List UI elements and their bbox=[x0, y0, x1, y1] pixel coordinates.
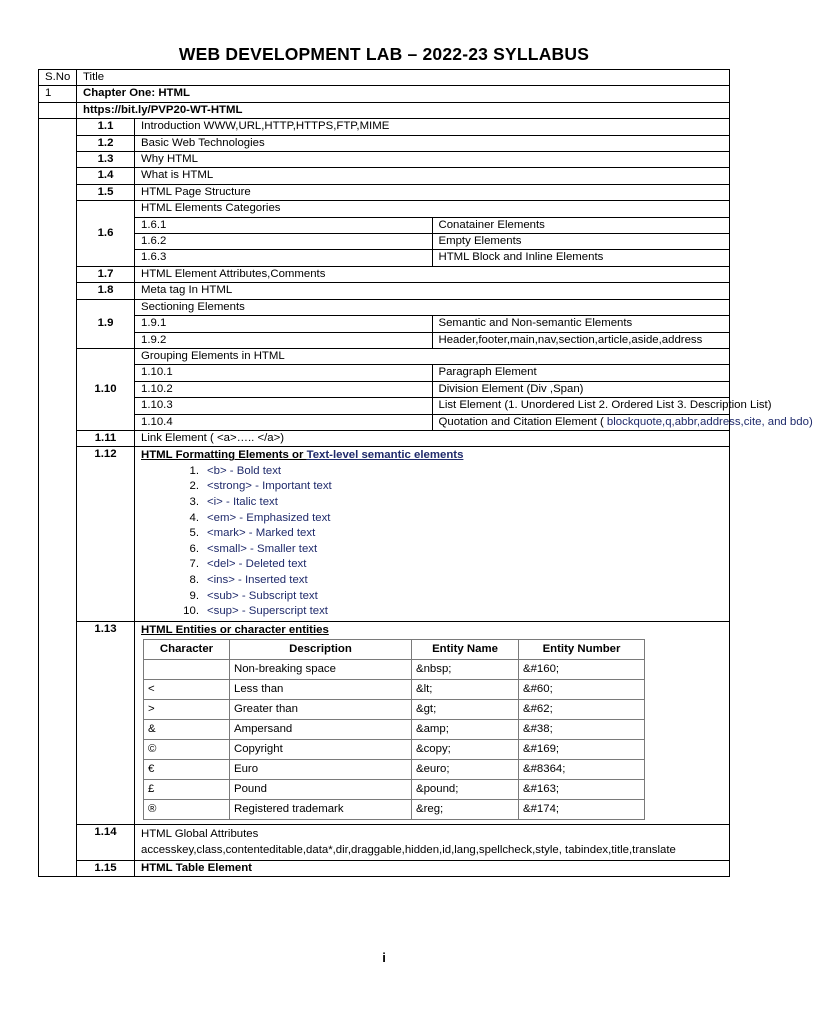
sub-heading: Sectioning Elements bbox=[135, 300, 729, 316]
sub-title: Paragraph Element bbox=[432, 365, 729, 381]
global-attributes-list: accesskey,class,contenteditable,data*,dir,draggable,hidden,id,lang,spellcheck,style, tabindex,title,translate bbox=[141, 843, 676, 856]
table-row bbox=[39, 184, 730, 200]
table-row bbox=[144, 780, 645, 800]
sub-number: 1.10.4 bbox=[135, 414, 432, 430]
chapter-number: 1 bbox=[39, 86, 77, 102]
table-row bbox=[144, 680, 645, 700]
row-title: Meta tag In HTML bbox=[135, 283, 730, 299]
row-title: Link Element ( <a>….. </a>) bbox=[135, 430, 730, 446]
sub-table bbox=[135, 300, 729, 348]
page-number: i bbox=[382, 950, 386, 965]
entity-name: &euro; bbox=[412, 760, 519, 780]
row-number: 1.3 bbox=[77, 152, 135, 168]
entity-desc: Less than bbox=[230, 680, 412, 700]
entity-name: &copy; bbox=[412, 740, 519, 760]
formatting-heading: HTML Formatting Elements or bbox=[141, 449, 307, 462]
sub-title: Conatainer Elements bbox=[432, 217, 729, 233]
global-attributes-heading: HTML Global Attributes bbox=[141, 828, 259, 841]
entity-number: &#174; bbox=[519, 800, 645, 820]
entity-desc: Euro bbox=[230, 760, 412, 780]
entity-name: &gt; bbox=[412, 700, 519, 720]
list-item: 2. <strong> - Important text bbox=[189, 480, 332, 493]
row-number: 1.2 bbox=[77, 135, 135, 151]
row-number: 1.12 bbox=[77, 447, 135, 621]
entity-name: &lt; bbox=[412, 680, 519, 700]
table-row bbox=[39, 283, 730, 299]
entity-number: &#163; bbox=[519, 780, 645, 800]
formatting-list bbox=[141, 464, 729, 620]
entities-heading: HTML Entities or character entities bbox=[141, 623, 329, 636]
entity-number: &#160; bbox=[519, 660, 645, 680]
table-row bbox=[39, 621, 730, 824]
sub-title: Empty Elements bbox=[432, 234, 729, 250]
entity-char: < bbox=[144, 680, 230, 700]
sub-number: 1.9.2 bbox=[135, 332, 432, 348]
list-item: 1. <b> - Bold text bbox=[189, 464, 282, 477]
header-title: Title bbox=[77, 70, 730, 86]
sub-number: 1.10.2 bbox=[135, 381, 432, 397]
formatting-heading-link[interactable]: Text-level semantic elements bbox=[306, 449, 464, 462]
sub-heading: Grouping Elements in HTML bbox=[135, 349, 729, 365]
column-header: Description bbox=[230, 640, 412, 660]
entity-desc: Non-breaking space bbox=[230, 660, 412, 680]
row-title: Basic Web Technologies bbox=[135, 135, 730, 151]
sub-title: Semantic and Non-semantic Elements bbox=[432, 316, 729, 332]
entity-char: £ bbox=[144, 780, 230, 800]
sub-title: HTML Block and Inline Elements bbox=[438, 251, 604, 264]
sub-table bbox=[135, 201, 729, 266]
sub-title: Division Element (Div ,Span) bbox=[432, 381, 729, 397]
row-title: HTML Table Element bbox=[135, 860, 730, 876]
sub-number: 1.10.1 bbox=[135, 365, 432, 381]
table-row bbox=[39, 825, 730, 861]
chapter-link[interactable]: https://bit.ly/PVP20-WT-HTML bbox=[77, 102, 730, 118]
entity-char: © bbox=[144, 740, 230, 760]
entities-header-row bbox=[144, 640, 645, 660]
table-row bbox=[144, 700, 645, 720]
entity-char: > bbox=[144, 700, 230, 720]
table-row bbox=[39, 299, 730, 348]
sub-number: 1.9.1 bbox=[135, 316, 432, 332]
entity-number: &#38; bbox=[519, 720, 645, 740]
table-row bbox=[144, 720, 645, 740]
sub-number: 1.6.2 bbox=[135, 234, 432, 250]
row-number: 1.1 bbox=[77, 119, 135, 135]
sub-heading: HTML Elements Categories bbox=[135, 201, 729, 217]
sub-title: List Element (1. Unordered List 2. Ordered List 3. Description List) bbox=[432, 398, 729, 414]
row-number: 1.15 bbox=[77, 860, 135, 876]
sub-number: 1.6.1 bbox=[135, 217, 432, 233]
entity-desc: Pound bbox=[230, 780, 412, 800]
row-number: 1.14 bbox=[77, 825, 135, 861]
table-row bbox=[144, 740, 645, 760]
table-row bbox=[39, 168, 730, 184]
row-title: Why HTML bbox=[135, 152, 730, 168]
page-title: WEB DEVELOPMENT LAB – 2022-23 SYLLABUS bbox=[178, 44, 590, 64]
table-row bbox=[39, 201, 730, 267]
list-item: 10. <sup> - Superscript text bbox=[183, 605, 328, 618]
sub-table bbox=[135, 349, 813, 430]
table-row bbox=[39, 860, 730, 876]
table-row bbox=[39, 266, 730, 282]
table-row bbox=[144, 760, 645, 780]
sub-number: 1.6.3 bbox=[135, 250, 432, 266]
header-sno: S.No bbox=[39, 70, 77, 86]
row-title: Introduction WWW,URL,HTTP,HTTPS,FTP,MIME bbox=[135, 119, 730, 135]
table-row bbox=[39, 348, 730, 430]
entity-name: &amp; bbox=[412, 720, 519, 740]
row-title: What is HTML bbox=[135, 168, 730, 184]
table-row bbox=[144, 660, 645, 680]
row-number: 1.11 bbox=[77, 430, 135, 446]
column-header: Character bbox=[144, 640, 230, 660]
row-number: 1.4 bbox=[77, 168, 135, 184]
entity-number: &#62; bbox=[519, 700, 645, 720]
entity-char bbox=[144, 660, 230, 680]
list-item: 8. <ins> - Inserted text bbox=[189, 573, 308, 586]
column-header: Entity Name bbox=[412, 640, 519, 660]
entity-desc: Copyright bbox=[230, 740, 412, 760]
list-item: 9. <sub> - Subscript text bbox=[189, 589, 318, 602]
entity-name: &pound; bbox=[412, 780, 519, 800]
entity-number: &#8364; bbox=[519, 760, 645, 780]
chapter-row bbox=[39, 86, 730, 102]
row-number: 1.5 bbox=[77, 184, 135, 200]
entity-name: &reg; bbox=[412, 800, 519, 820]
table-row bbox=[39, 152, 730, 168]
entity-number: &#169; bbox=[519, 740, 645, 760]
row-number: 1.9 bbox=[77, 299, 135, 348]
entity-name: &nbsp; bbox=[412, 660, 519, 680]
table-row bbox=[39, 135, 730, 151]
entity-desc: Registered trademark bbox=[230, 800, 412, 820]
list-item: 6. <small> - Smaller text bbox=[189, 542, 318, 555]
chapter-title: Chapter One: HTML bbox=[77, 86, 730, 102]
table-row bbox=[39, 430, 730, 446]
table-row bbox=[39, 119, 730, 135]
sub-title-text: Quotation and Citation Element ( bbox=[438, 415, 604, 428]
list-item: 3. <i> - Italic text bbox=[189, 495, 278, 508]
row-number: 1.6 bbox=[77, 201, 135, 267]
list-item: 4. <em> - Emphasized text bbox=[189, 511, 331, 524]
column-header: Entity Number bbox=[519, 640, 645, 660]
list-item: 7. <del> - Deleted text bbox=[189, 558, 307, 571]
entity-desc: Greater than bbox=[230, 700, 412, 720]
entities-table bbox=[143, 639, 645, 820]
sub-number: 1.10.3 bbox=[135, 398, 432, 414]
table-row bbox=[39, 447, 730, 621]
syllabus-table bbox=[38, 69, 813, 877]
table-row bbox=[144, 800, 645, 820]
row-number: 1.13 bbox=[77, 621, 135, 824]
entity-char: ® bbox=[144, 800, 230, 820]
header-row bbox=[39, 70, 730, 86]
entity-char: € bbox=[144, 760, 230, 780]
entity-char: & bbox=[144, 720, 230, 740]
row-number: 1.10 bbox=[77, 348, 135, 430]
quotation-elements-list: blockquote,q,abbr,address,cite, and bdo) bbox=[603, 415, 813, 428]
chapter-link-row bbox=[39, 102, 730, 118]
sub-title bbox=[432, 414, 813, 430]
sub-title: Header,footer,main,nav,section,article,aside,address bbox=[438, 333, 703, 346]
list-item: 5. <mark> - Marked text bbox=[189, 527, 316, 540]
row-title: HTML Element Attributes,Comments bbox=[135, 266, 730, 282]
row-number: 1.7 bbox=[77, 266, 135, 282]
entity-number: &#60; bbox=[519, 680, 645, 700]
row-number: 1.8 bbox=[77, 283, 135, 299]
entity-desc: Ampersand bbox=[230, 720, 412, 740]
row-title: HTML Page Structure bbox=[135, 184, 730, 200]
